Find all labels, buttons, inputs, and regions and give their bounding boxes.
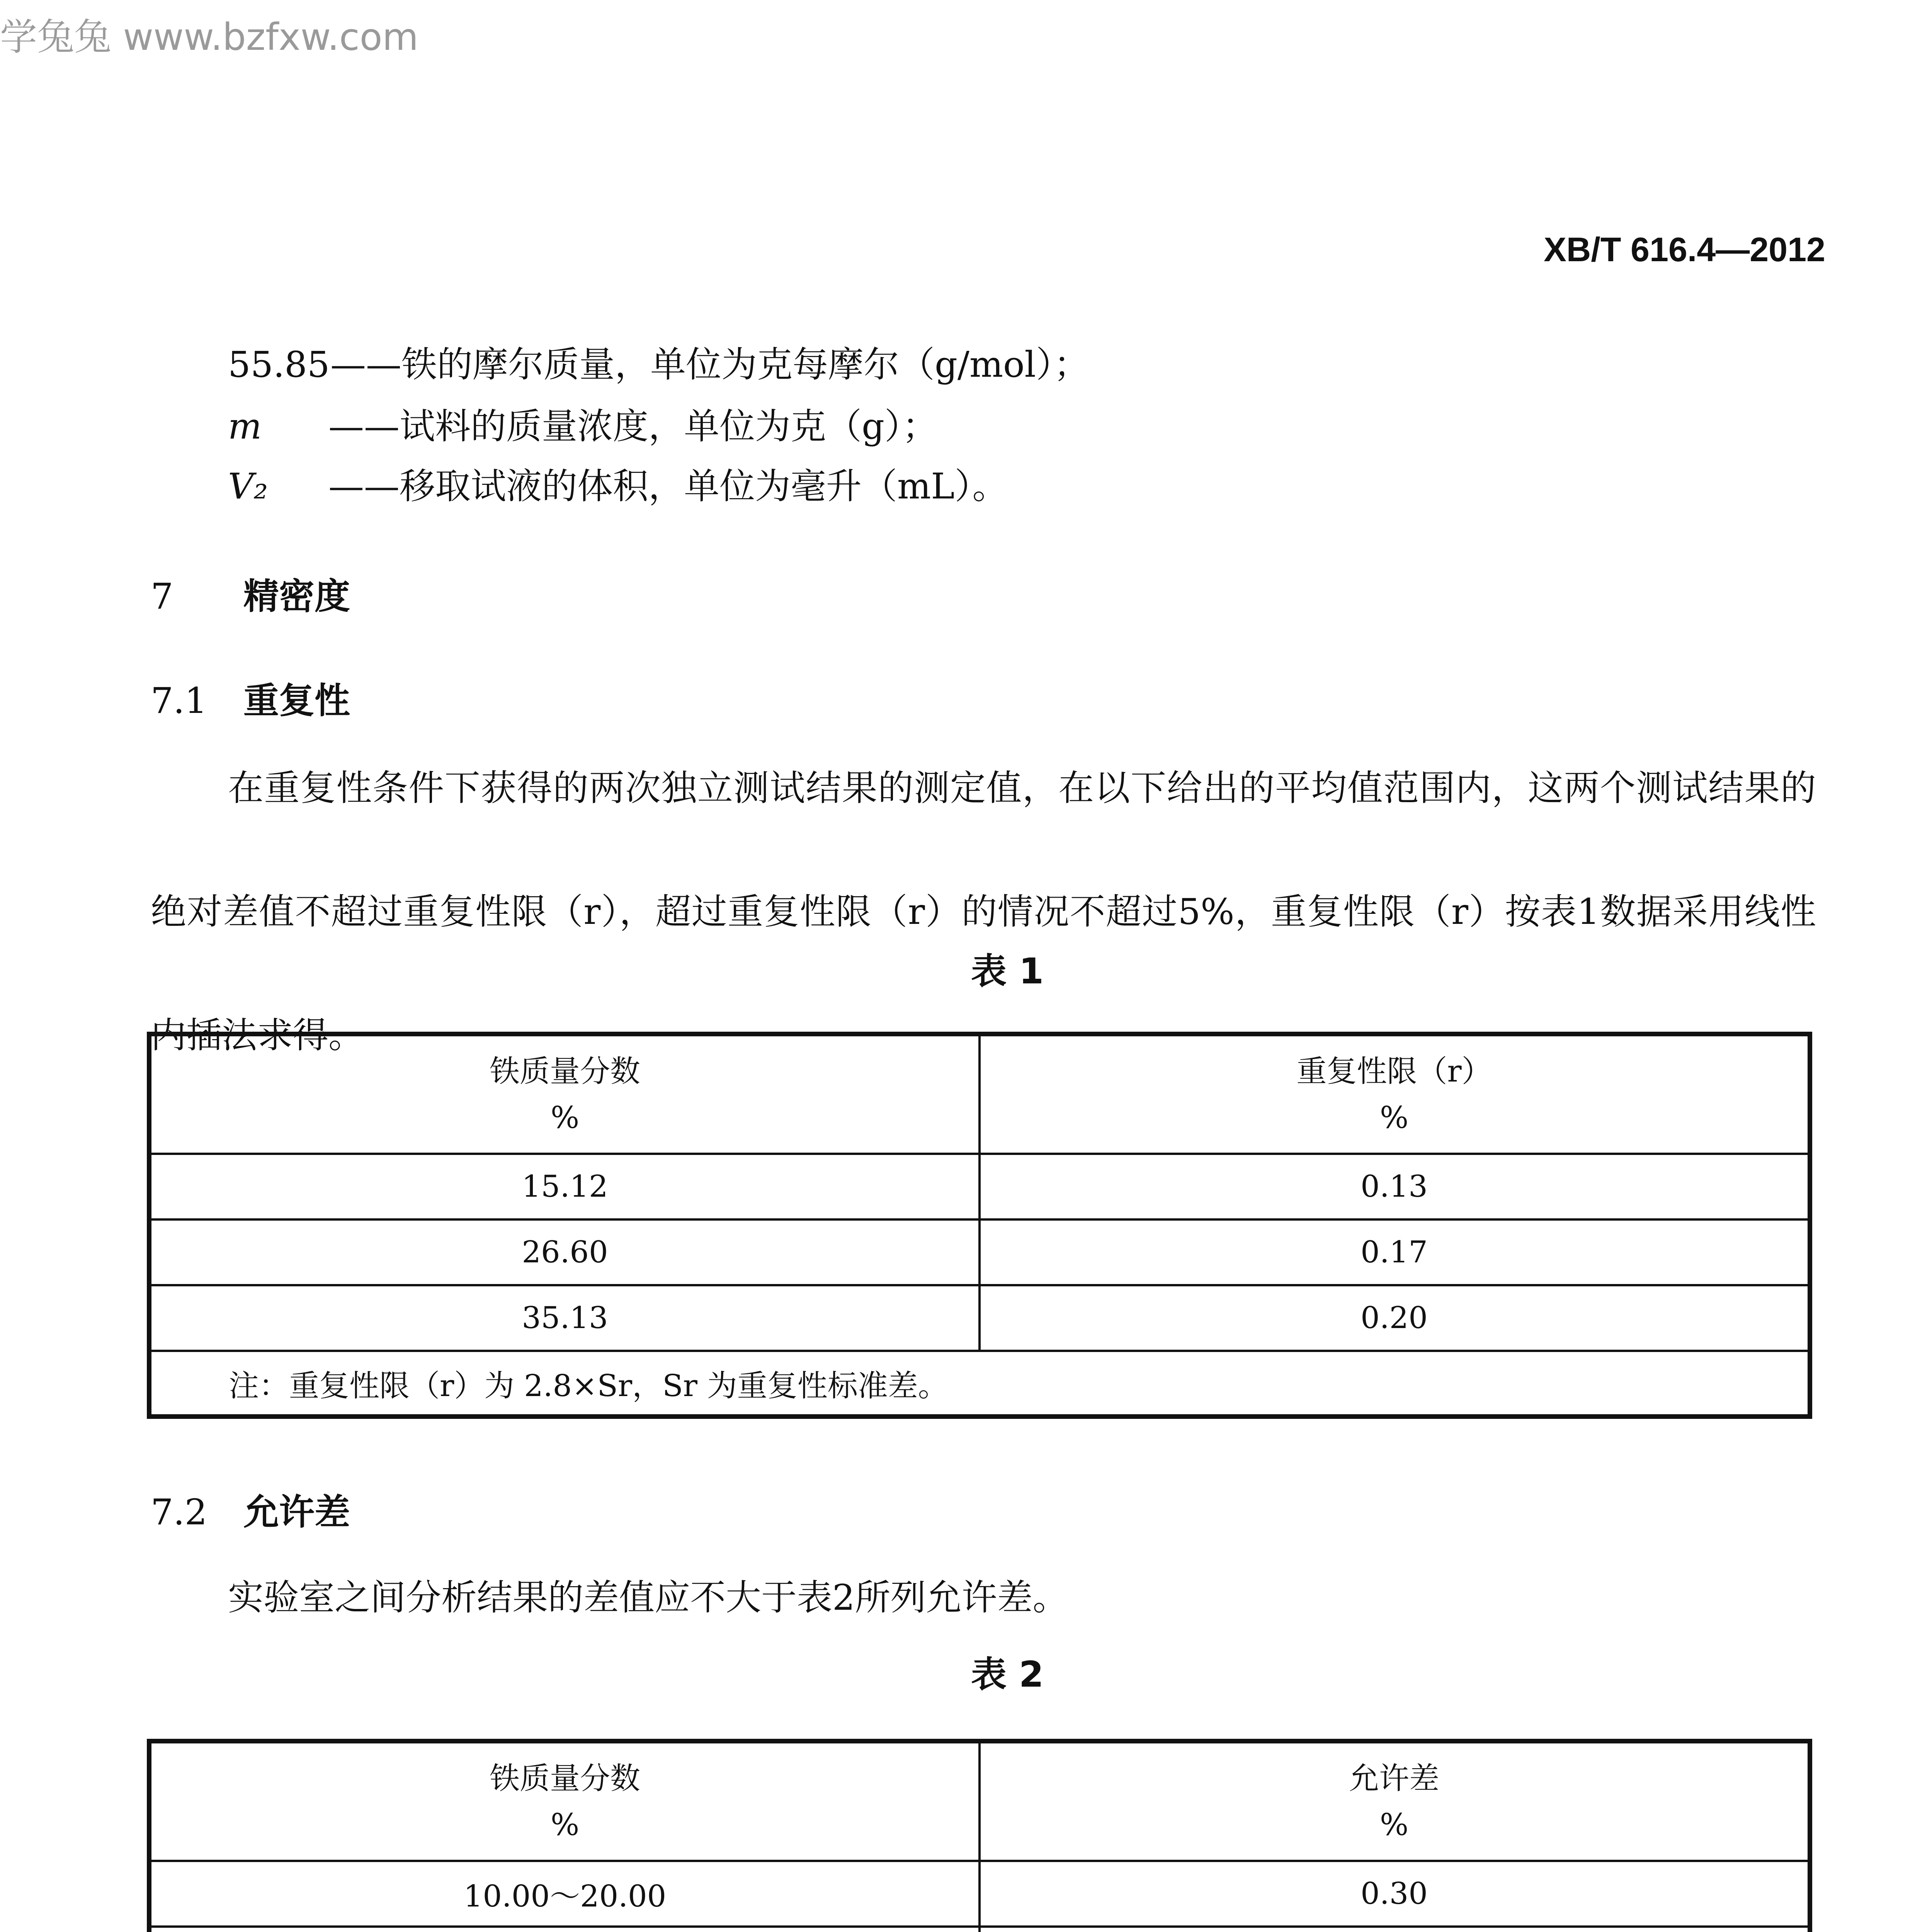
section-7-heading bbox=[151, 568, 350, 619]
section-number: 7.1 bbox=[151, 680, 207, 721]
header-unit: % bbox=[550, 1100, 580, 1135]
definition-text: ——试料的质量浓度，单位为克（g）； bbox=[328, 406, 938, 447]
table-2-title: 表 2 bbox=[971, 1654, 1044, 1695]
table-header-row bbox=[149, 1741, 1810, 1861]
column-header bbox=[149, 1034, 980, 1154]
table-cell bbox=[980, 1927, 1810, 1932]
table-note: 注：重复性限（r）为 2.8×Sr，Sr 为重复性标准差。 bbox=[149, 1351, 1810, 1417]
definition-symbol: m bbox=[228, 406, 262, 447]
header-label: 允许差 bbox=[1349, 1761, 1439, 1796]
standard-number: XB/T 616.4—2012 bbox=[1544, 230, 1825, 269]
section-number: 7 bbox=[151, 576, 173, 617]
table-header-row bbox=[149, 1034, 1810, 1154]
section-7-2-heading bbox=[151, 1484, 350, 1535]
table-cell: 0.13 bbox=[980, 1154, 1810, 1219]
table-row bbox=[149, 1861, 1810, 1927]
table-cell: 0.17 bbox=[980, 1219, 1810, 1285]
table-row bbox=[149, 1154, 1810, 1219]
table-cell: 35.13 bbox=[149, 1285, 980, 1351]
header-label: 铁质量分数 bbox=[489, 1054, 640, 1089]
repeatability-paragraph: 在重复性条件下获得的两次独立测试结果的测定值，在以下给出的平均值范围内，这两个测试结果的绝对差值不超过重复性限（r），超过重复性限（r）的情况不超过5%，重复性限（r）按表1数据采用线性内插法求得。 bbox=[151, 767, 1816, 1056]
header-unit: % bbox=[1379, 1807, 1409, 1842]
column-header bbox=[980, 1034, 1810, 1154]
header-label: 铁质量分数 bbox=[489, 1761, 640, 1796]
section-number: 7.2 bbox=[151, 1492, 207, 1533]
column-header bbox=[980, 1741, 1810, 1861]
table-cell: 10.00～20.00 bbox=[149, 1861, 980, 1927]
header-label: 重复性限（r） bbox=[1296, 1054, 1492, 1089]
table-cell: 0.20 bbox=[980, 1285, 1810, 1351]
table-cell: 26.60 bbox=[149, 1219, 980, 1285]
table-cell: 15.12 bbox=[149, 1154, 980, 1219]
definition-symbol: 55.85 bbox=[228, 344, 330, 385]
definition-row bbox=[228, 398, 938, 449]
section-title: 重复性 bbox=[243, 680, 350, 721]
table-row bbox=[149, 1927, 1810, 1932]
definition-symbol: V₂ bbox=[228, 466, 268, 507]
definition-text: ——移取试液的体积，单位为毫升（mL）。 bbox=[328, 466, 1008, 507]
table-cell: 0.30 bbox=[980, 1861, 1810, 1927]
header-unit: % bbox=[550, 1807, 580, 1842]
table-note-row bbox=[149, 1351, 1810, 1417]
tolerance-paragraph: 实验室之间分析结果的差值应不大于表2所列允许差。 bbox=[228, 1577, 1068, 1618]
table-2 bbox=[147, 1739, 1812, 1932]
definition-row bbox=[228, 458, 1008, 509]
table-1 bbox=[147, 1032, 1812, 1419]
definition-row bbox=[228, 336, 1089, 387]
table-row bbox=[149, 1285, 1810, 1351]
section-title: 精密度 bbox=[243, 575, 350, 617]
watermark: 学兔兔 www.bzfxw.com bbox=[0, 15, 418, 59]
table-cell bbox=[149, 1927, 980, 1932]
column-header bbox=[149, 1741, 980, 1861]
section-title: 允许差 bbox=[243, 1491, 350, 1533]
definition-text: ——铁的摩尔质量，单位为克每摩尔（g/mol）； bbox=[330, 344, 1089, 385]
section-7-1-heading bbox=[151, 672, 350, 723]
table-1-title: 表 1 bbox=[971, 951, 1044, 992]
table-row bbox=[149, 1219, 1810, 1285]
header-unit: % bbox=[1379, 1100, 1409, 1135]
